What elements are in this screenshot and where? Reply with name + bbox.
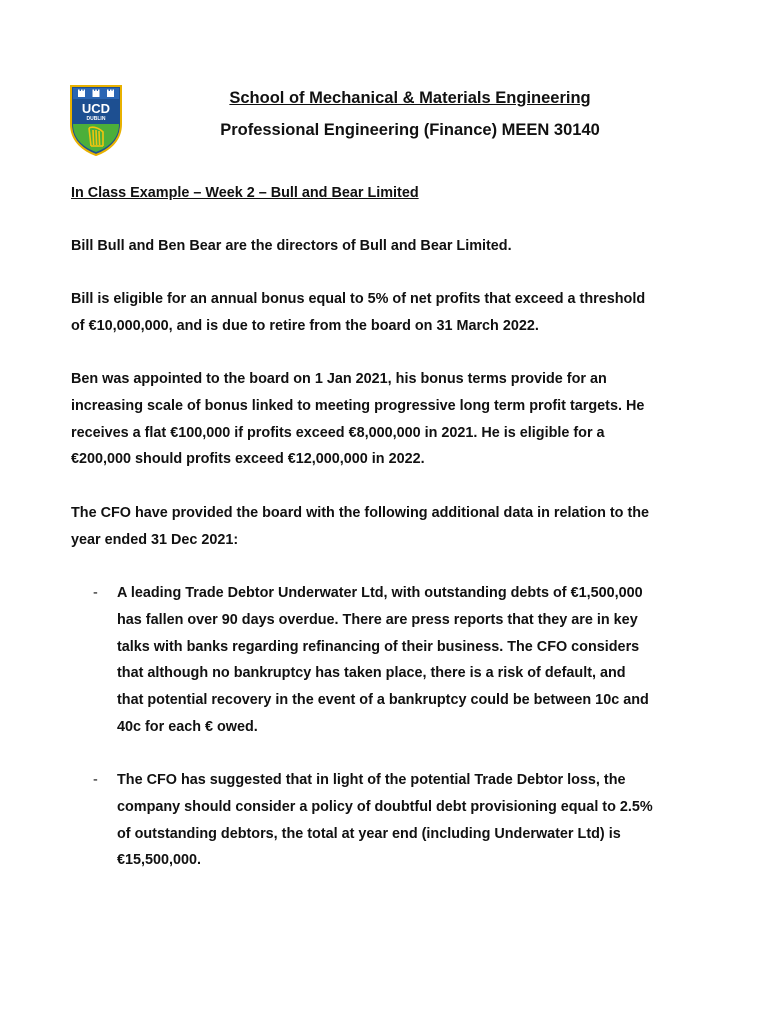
text-line: has fallen over 90 days overdue. There are press reports that they are in key <box>117 611 638 628</box>
text-line: €15,500,000. <box>117 852 202 869</box>
logo-ucd-text: UCD <box>81 101 111 116</box>
text-line: €200,000 should profits exceed €12,000,000 in 2022. <box>71 451 425 468</box>
text-line: of outstanding debtors, the total at year end (including Underwater Ltd) is <box>117 825 621 842</box>
text-line: receives a flat €100,000 if profits exceed €8,000,000 in 2021. He is eligible for a <box>71 424 605 441</box>
text-line: 40c for each € owed. <box>117 718 258 735</box>
bullet-text <box>117 767 653 874</box>
text-line: A leading Trade Debtor Underwater Ltd, with outstanding debts of €1,500,000 <box>117 585 643 601</box>
logo-dublin-text: DUBLIN <box>86 116 106 122</box>
text-line: company should consider a policy of doubtful debt provisioning equal to 2.5% <box>117 798 653 815</box>
school-title: School of Mechanical & Materials Engineering <box>229 89 591 107</box>
paragraph-ben-bonus <box>71 366 691 473</box>
text-line: talks with banks regarding refinancing of their business. The CFO considers <box>117 638 640 655</box>
bullet-text <box>117 580 649 741</box>
text-line: Ben was appointed to the board on 1 Jan 2021, his bonus terms provide for an <box>71 371 607 387</box>
text-line: that potential recovery in the event of a bankruptcy could be between 10c and <box>117 692 649 709</box>
text-line: that although no bankruptcy has taken place, there is a risk of default, and <box>117 665 626 682</box>
example-heading: In Class Example – Week 2 – Bull and Bear Limited <box>71 185 419 201</box>
text-line: The CFO has suggested that in light of the potential Trade Debtor loss, the <box>117 772 626 788</box>
text-line: of €10,000,000, and is due to retire from the board on 31 March 2022. <box>71 317 539 334</box>
text-line: Bill is eligible for an annual bonus equal to 5% of net profits that exceed a threshold <box>71 291 646 307</box>
paragraph-directors <box>71 233 691 260</box>
bullet-dash: - <box>93 585 98 601</box>
bullet-dash: - <box>93 772 98 788</box>
paragraph-bill-bonus <box>71 286 691 340</box>
text-line: year ended 31 Dec 2021: <box>71 531 239 548</box>
course-title: Professional Engineering (Finance) MEEN 30140 <box>220 121 600 139</box>
text-line: Bill Bull and Ben Bear are the directors of Bull and Bear Limited. <box>71 238 512 254</box>
text-line: increasing scale of bonus linked to meeting progressive long term profit targets. He <box>71 397 645 414</box>
paragraph-cfo-data <box>71 500 691 554</box>
text-line: The CFO have provided the board with the following additional data in relation to the <box>71 505 650 521</box>
